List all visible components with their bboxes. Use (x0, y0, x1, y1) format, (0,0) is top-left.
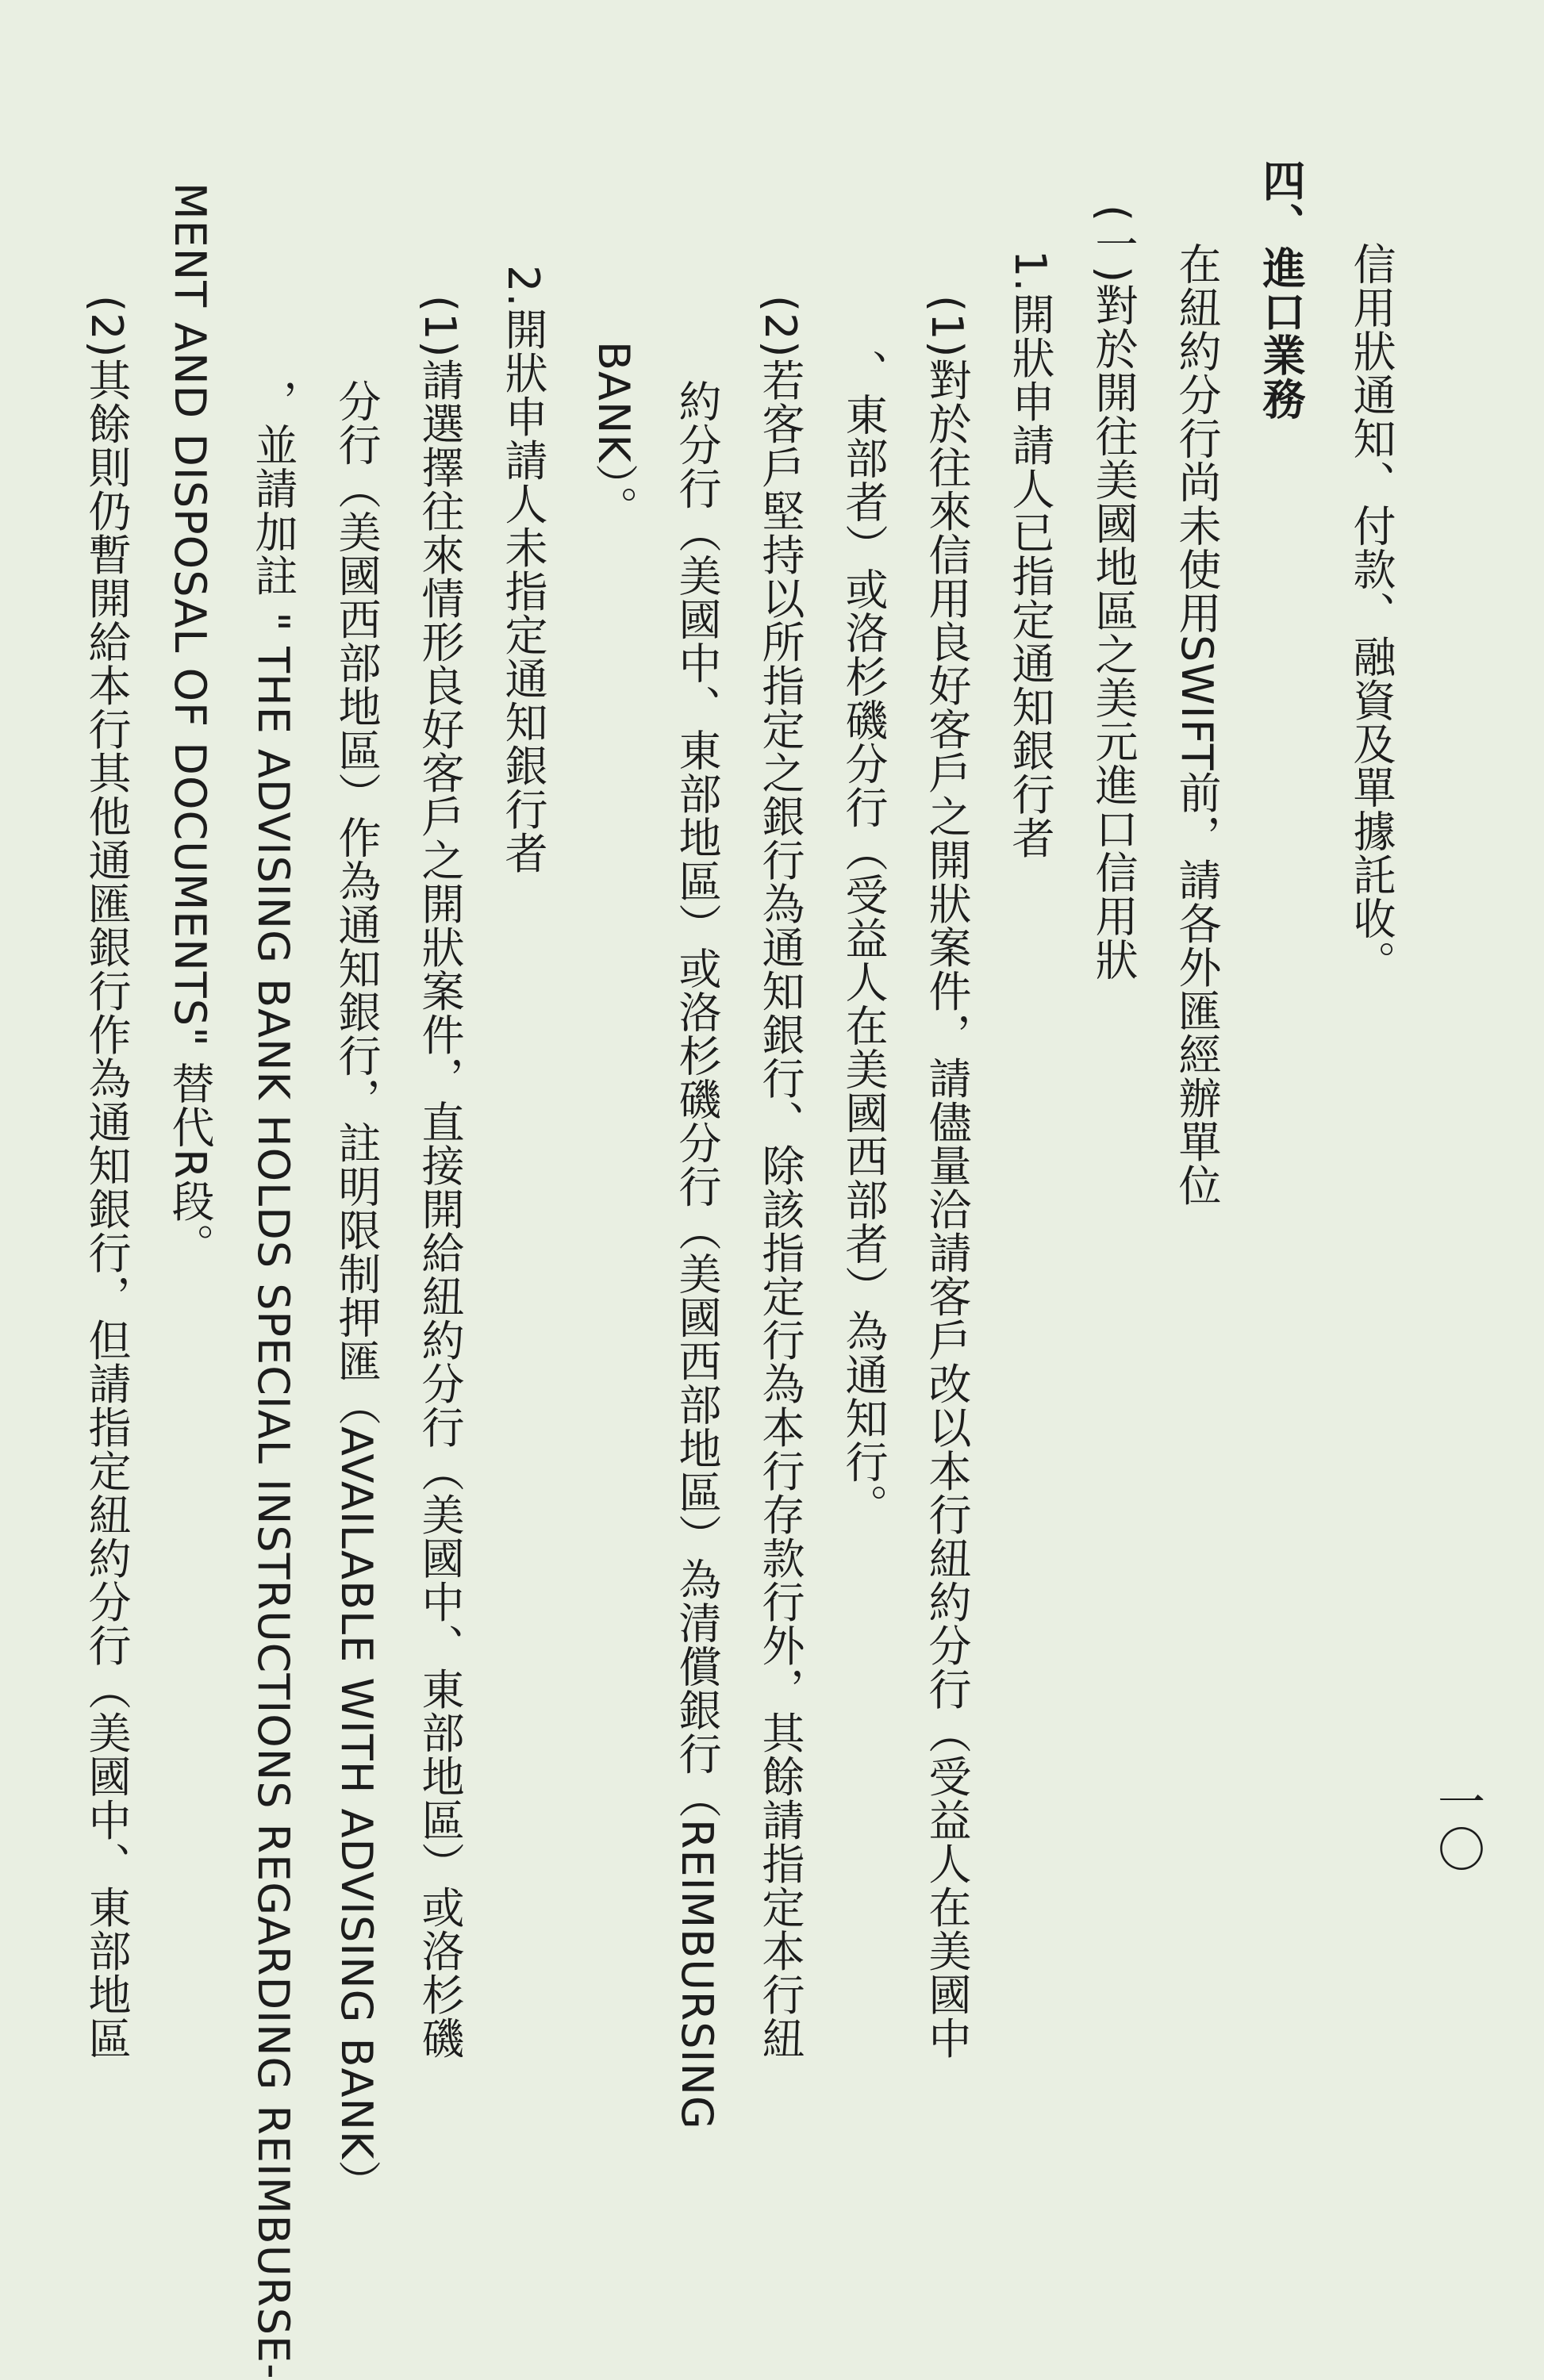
text-line: (1)請選擇往來情形良好客戶之開狀案件，直接開給紐約分行（美國中、東部地區）或洛杉磯 (415, 295, 465, 2060)
text-line: (2)其餘則仍暫開給本行其他通匯銀行作為通知銀行，但請指定紐約分行（美國中、東部地區 (82, 295, 132, 2060)
text-line: MENT AND DISPOSAL OF DOCUMENTS" 替代R段。 (165, 182, 215, 1267)
text-line: 約分行（美國中、東部地區）或洛杉磯分行（美國西部地區）為清償銀行（REIMBURSING (672, 379, 722, 2130)
text-line: ，並請加註 " THE ADVISING BANK HOLDS SPECIAL INSTRUCTIONS REGARDING REIMBURSE- (248, 379, 298, 2380)
text-line: 信用狀通知、付款、融資及單據託收。 (1346, 242, 1396, 984)
item-heading: 1.開狀申請人已指定通知銀行者 (1005, 250, 1055, 860)
text-line: 在紐約分行尚未使用SWIFT前，請各外匯經辦單位 (1172, 242, 1222, 1207)
page-number: 一〇 (1430, 1777, 1485, 1872)
text-line: 分行（美國西部地區）作為通知銀行，註明限制押匯（AVAILABLE WITH ADVISING BANK） (332, 379, 382, 2204)
text-line: BANK）。 (589, 341, 639, 529)
section-heading: 四、進口業務 (1256, 159, 1306, 420)
text-line: (2)若客戶堅持以所指定之銀行為通知銀行、除該指定行為本行存款行外，其餘請指定本行紐 (755, 295, 805, 2060)
text-line: (1)對於往來信用良好客戶之開狀案件，請儘量洽請客戶改以本行紐約分行（受益人在美國中 (922, 295, 972, 2060)
item-heading: 2.開狀申請人未指定通知銀行者 (498, 265, 548, 875)
subsection-heading: (一)對於開往美國地區之美元進口信用狀 (1089, 205, 1139, 982)
text-line: 、東部者）或洛杉磯分行（受益人在美國西部者）為通知行。 (839, 349, 889, 1527)
